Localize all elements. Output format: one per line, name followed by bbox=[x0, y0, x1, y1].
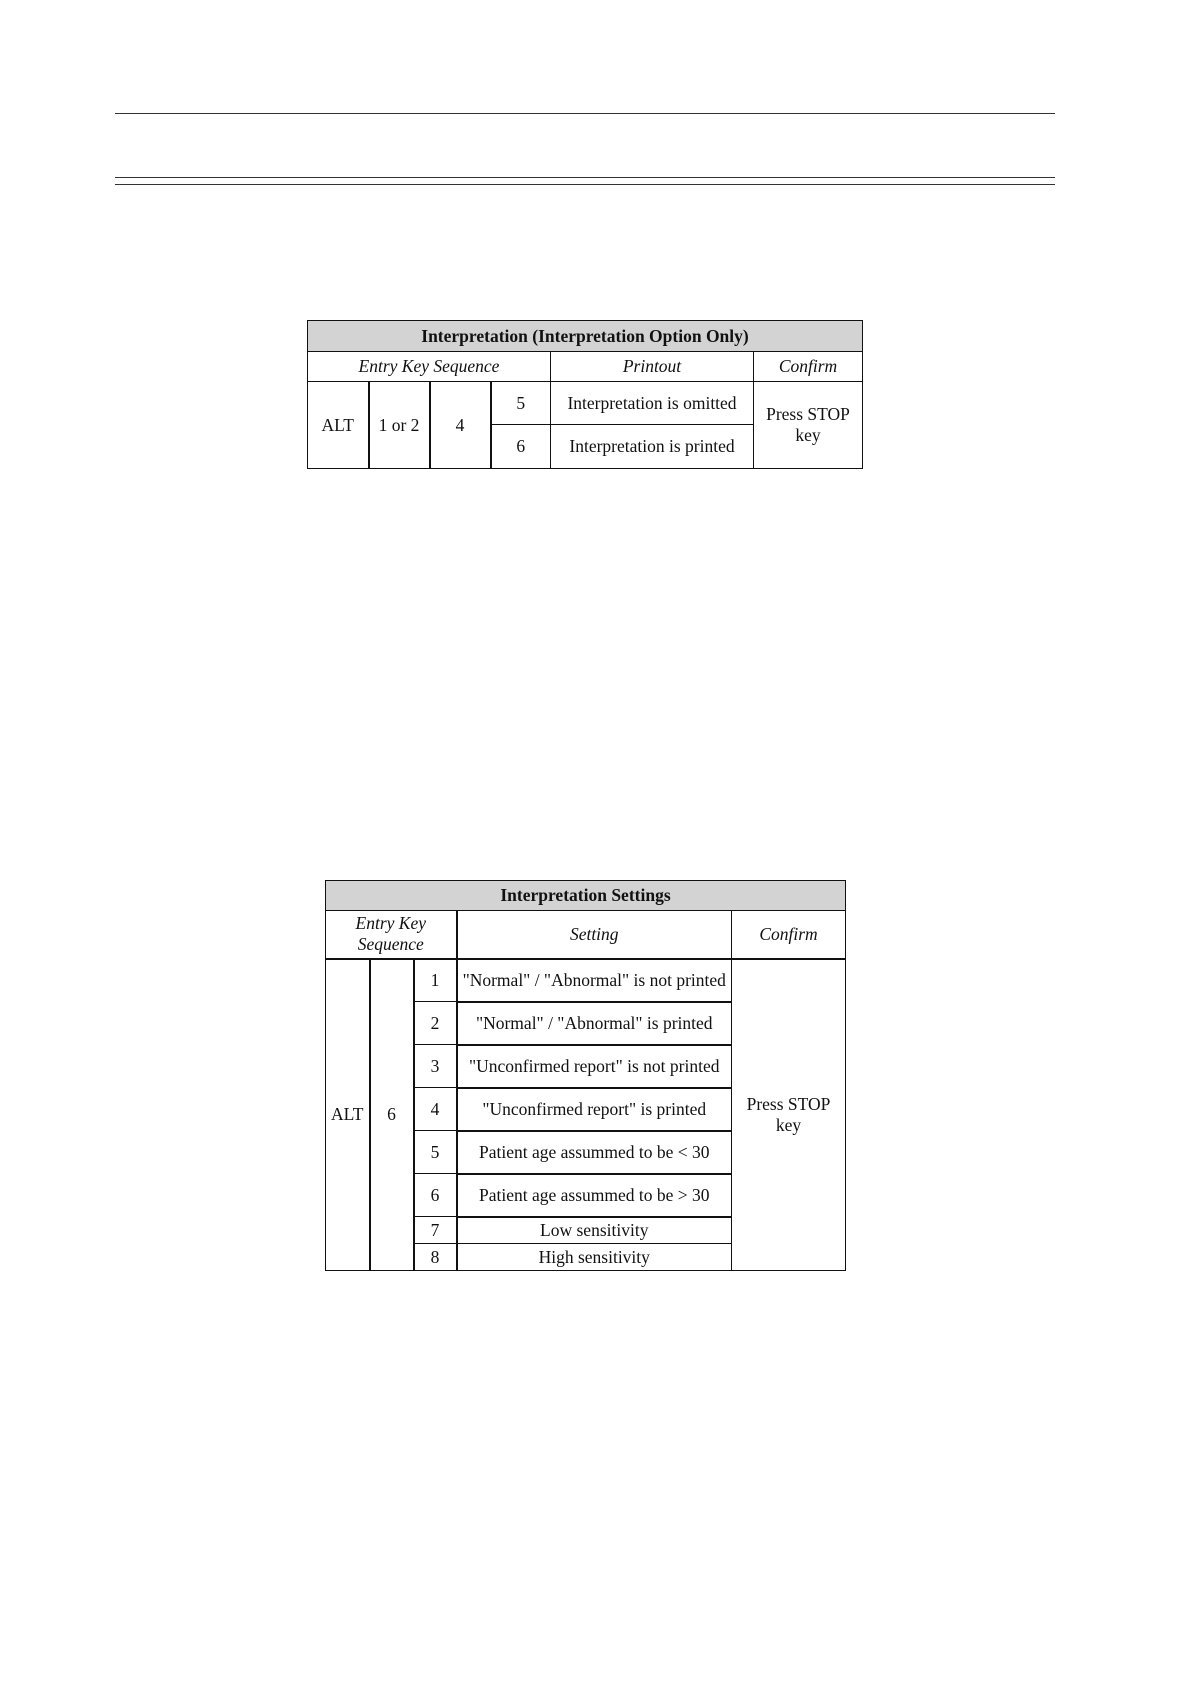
confirm-header: Confirm bbox=[754, 352, 863, 382]
key-option: 6 bbox=[491, 425, 551, 469]
setting-value: Patient age assummed to be < 30 bbox=[457, 1131, 732, 1174]
printout-value: Interpretation is printed bbox=[551, 425, 754, 469]
key-option: 2 bbox=[414, 1002, 457, 1045]
key-option: 5 bbox=[414, 1131, 457, 1174]
key-6: 6 bbox=[370, 959, 414, 1271]
key-4: 4 bbox=[430, 382, 491, 469]
setting-header: Setting bbox=[457, 911, 732, 959]
table-title: Interpretation (Interpretation Option Only) bbox=[308, 321, 863, 352]
entry-key-sequence-header: Entry Key Sequence bbox=[308, 352, 551, 382]
interpretation-settings-table bbox=[325, 880, 846, 1271]
key-option: 6 bbox=[414, 1174, 457, 1217]
key-1-or-2: 1 or 2 bbox=[369, 382, 430, 469]
key-alt: ALT bbox=[326, 959, 370, 1271]
setting-value: "Normal" / "Abnormal" is printed bbox=[457, 1002, 732, 1045]
printout-header: Printout bbox=[551, 352, 754, 382]
setting-value: Low sensitivity bbox=[457, 1217, 732, 1244]
section-rule-lower bbox=[115, 184, 1055, 185]
section-rule-upper bbox=[115, 177, 1055, 178]
confirm-instruction: Press STOP key bbox=[732, 959, 846, 1271]
setting-value: "Normal" / "Abnormal" is not printed bbox=[457, 959, 732, 1002]
key-option: 3 bbox=[414, 1045, 457, 1088]
table-title: Interpretation Settings bbox=[326, 881, 846, 911]
confirm-header: Confirm bbox=[732, 911, 846, 959]
header-rule bbox=[115, 113, 1055, 114]
key-alt: ALT bbox=[308, 382, 369, 469]
setting-value: High sensitivity bbox=[457, 1244, 732, 1271]
key-option: 5 bbox=[491, 382, 551, 425]
setting-value: "Unconfirmed report" is printed bbox=[457, 1088, 732, 1131]
printout-value: Interpretation is omitted bbox=[551, 382, 754, 425]
key-option: 8 bbox=[414, 1244, 457, 1271]
entry-key-sequence-header: Entry Key Sequence bbox=[326, 911, 457, 959]
setting-value: Patient age assummed to be > 30 bbox=[457, 1174, 732, 1217]
interpretation-option-table bbox=[307, 320, 863, 469]
key-option: 4 bbox=[414, 1088, 457, 1131]
confirm-instruction: Press STOP key bbox=[754, 382, 863, 469]
key-option: 7 bbox=[414, 1217, 457, 1244]
setting-value: "Unconfirmed report" is not printed bbox=[457, 1045, 732, 1088]
key-option: 1 bbox=[414, 959, 457, 1002]
